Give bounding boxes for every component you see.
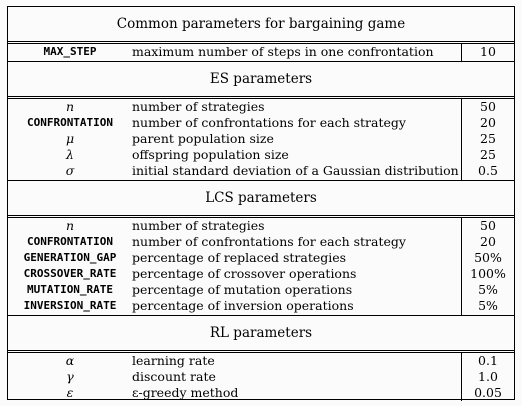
param-description: number of confrontations for each strategy [132, 234, 406, 249]
param-description: learning rate [132, 352, 462, 370]
parameter-table [8, 7, 514, 401]
param-symbol: CROSSOVER_RATE [23, 267, 117, 280]
param-description: percentage of inversion operations [132, 298, 462, 316]
param-description: percentage of mutation operations [132, 282, 353, 297]
param-value: 0.1 [462, 352, 515, 370]
param-symbol: σ [8, 163, 132, 181]
table-row [8, 385, 514, 401]
param-description: number of strategies [132, 217, 462, 235]
table-row [8, 282, 514, 298]
param-symbol: MAX_STEP [8, 43, 132, 62]
param-symbol: CONFRONTATION [26, 235, 114, 248]
table-row [8, 352, 514, 370]
param-value: 20 [462, 234, 515, 250]
param-value: 5% [462, 298, 515, 316]
param-symbol: λ [66, 147, 74, 162]
section-title-row [8, 62, 514, 98]
param-description: number of confrontations for each strategy [132, 115, 406, 130]
section-title-row [8, 7, 514, 43]
param-symbol: γ [66, 369, 74, 384]
param-description: parent population size [132, 131, 274, 146]
table-row [8, 163, 514, 181]
param-description: maximum number of steps in one confrontation [132, 43, 462, 62]
table-row [8, 147, 514, 163]
table-row [8, 266, 514, 282]
table-row [8, 217, 514, 235]
table-row [8, 115, 514, 131]
param-symbol: GENERATION_GAP [23, 251, 117, 264]
table-row [8, 98, 514, 116]
table-row [8, 131, 514, 147]
param-value: 100% [462, 266, 515, 282]
table-row [8, 43, 514, 62]
param-symbol: MUTATION_RATE [26, 283, 114, 296]
param-description: initial standard deviation of a Gaussian distribution [132, 163, 462, 181]
parameter-table-frame [7, 6, 515, 400]
param-value: 25 [462, 131, 515, 147]
param-description: number of strategies [132, 98, 462, 116]
param-value: 0.5 [462, 163, 515, 181]
section-title-row [8, 316, 514, 352]
table-row [8, 234, 514, 250]
section-title-common: Common parameters for bargaining game [116, 16, 406, 32]
param-symbol: n [8, 217, 132, 235]
param-symbol: n [8, 98, 132, 116]
section-title-rl: RL parameters [209, 325, 313, 341]
param-value: 5% [462, 282, 515, 298]
param-value: 50 [462, 217, 515, 235]
section-title-es: ES parameters [209, 71, 313, 87]
param-value: 1.0 [462, 369, 515, 385]
table-row [8, 250, 514, 266]
param-value: 0.05 [462, 385, 515, 401]
param-description: percentage of replaced strategies [132, 250, 347, 265]
param-value: 25 [462, 147, 515, 163]
param-description: offspring population size [132, 147, 289, 162]
param-symbol: α [8, 352, 132, 370]
param-value: 10 [462, 43, 515, 62]
param-symbol: CONFRONTATION [26, 116, 114, 129]
param-description: discount rate [132, 369, 216, 384]
section-title-row [8, 181, 514, 217]
param-description: ε-greedy method [132, 385, 239, 400]
param-symbol: INVERSION_RATE [8, 298, 132, 316]
param-value: 50% [462, 250, 515, 266]
param-description: percentage of crossover operations [132, 266, 357, 281]
param-value: 20 [462, 115, 515, 131]
table-row [8, 369, 514, 385]
section-title-lcs: LCS parameters [205, 190, 317, 206]
param-symbol: μ [65, 131, 75, 146]
table-row [8, 298, 514, 316]
param-symbol: ε [66, 385, 74, 400]
param-value: 50 [462, 98, 515, 116]
